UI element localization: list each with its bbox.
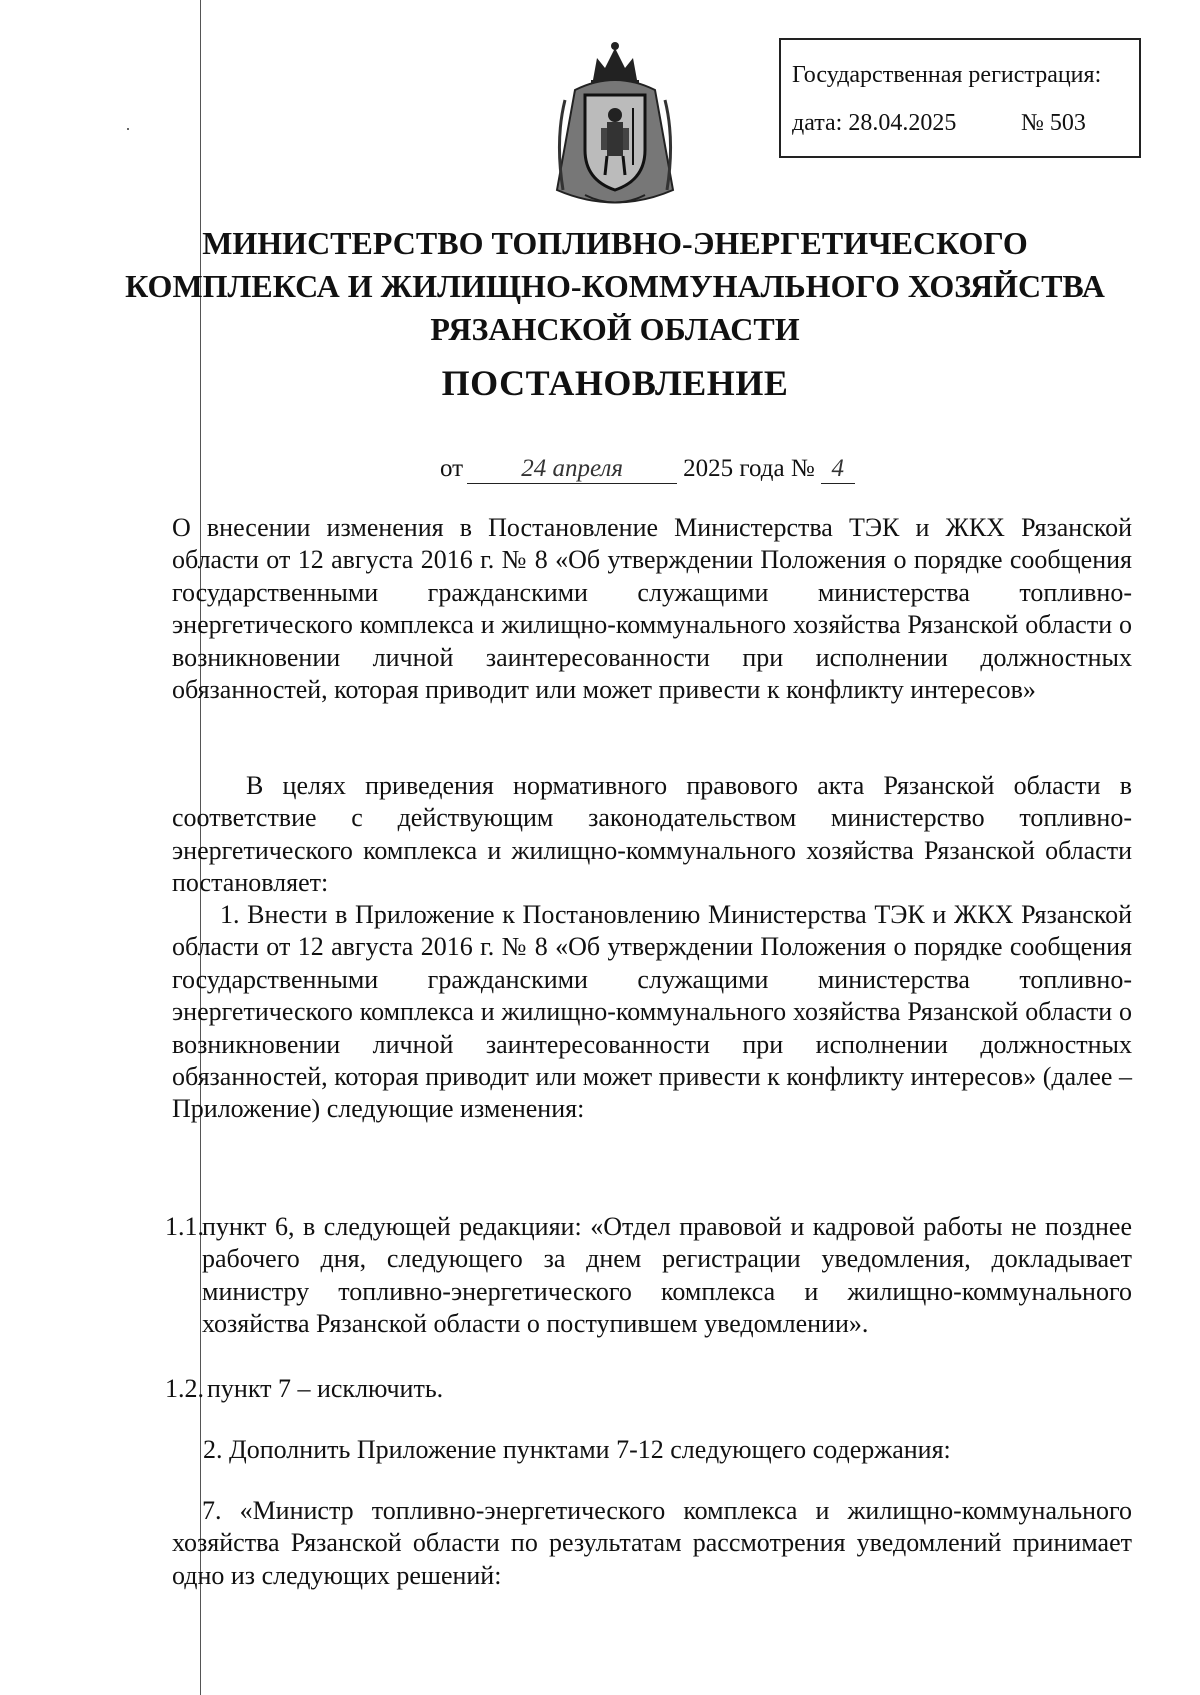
registration-title: Государственная регистрация: <box>792 62 1102 88</box>
scan-speck <box>127 128 129 130</box>
item-1-2-text: пункт 7 – исключить. <box>207 1374 444 1403</box>
organization-line: КОМПЛЕКСА И ЖИЛИЩНО-КОММУНАЛЬНОГО ХОЗЯЙСТВА <box>125 268 1105 304</box>
item-1-2-number: 1.2. <box>165 1374 204 1403</box>
item-2-paragraph: 2. Дополнить Приложение пунктами 7-12 следующего содержания: <box>203 1435 951 1464</box>
coat-of-arms-emblem <box>545 40 685 215</box>
document-title-paragraph: О внесении изменения в Постановление Министерства ТЭК и ЖКХ Рязанской области от 12 августа 2016 г. № 8 «Об утверждении Положения о порядке сообщения государственными гражданскими служащими министерства топливно-энергетического комплекса и жилищно-коммунального хозяйства Рязанской области о возникновении личной заинтересованности при исполнении должностных обязанностей, которая приводит или может привести к конфликту интересов» <box>172 513 1132 705</box>
item-7-paragraph: 7. «Министр топливно-энергетического комплекса и жилищно-коммунального хозяйства Рязанской области по результатам рассмотрения уведомлений принимает одно из следующих решений: <box>172 1496 1132 1590</box>
item-1-1-number: 1.1. <box>165 1212 204 1241</box>
intro-paragraph: В целях приведения нормативного правового акта Рязанской области в соответствие с действующим законодательством министерство топливно-энергетического комплекса и жилищно-коммунального хозяйства Рязанской области постановляет: <box>172 771 1132 898</box>
date-year-text: 2025 года № <box>683 455 815 482</box>
handwritten-date: 24 апреля <box>467 455 677 484</box>
document-type-heading: ПОСТАНОВЛЕНИЕ <box>441 363 789 403</box>
organization-heading <box>100 222 1130 351</box>
item-1-paragraph: 1. Внести в Приложение к Постановлению Министерства ТЭК и ЖКХ Рязанской области от 12 августа 2016 г. № 8 «Об утверждении Положения о порядке сообщения государственными гражданскими служащими министерства топливно-энергетического комплекса и жилищно-коммунального хозяйства Рязанской области о возникновении личной заинтересованности при исполнении должностных обязанностей, которая приводит или может привести к конфликту интересов» (далее – Приложение) следующие изменения: <box>172 900 1132 1124</box>
organization-line: РЯЗАНСКОЙ ОБЛАСТИ <box>430 311 800 347</box>
handwritten-number: 4 <box>821 455 855 484</box>
item-1-1-text: пункт 6, в следующей редакцияи: «Отдел правовой и кадровой работы не позднее рабочего дня, следующего за днем регистрации уведомления, докладывает министру топливно-энергетического комплекса и жилищно-коммунального хозяйства Рязанской области о поступившем уведомлении». <box>202 1212 1132 1339</box>
organization-line: МИНИСТЕРСТВО ТОПЛИВНО-ЭНЕРГЕТИЧЕСКОГО <box>202 225 1028 261</box>
date-prefix: от <box>440 455 464 482</box>
registration-date: дата: 28.04.2025 <box>792 110 957 136</box>
registration-number: № 503 <box>1021 110 1086 136</box>
date-number-line <box>440 455 855 484</box>
registration-stamp-box <box>779 38 1141 158</box>
